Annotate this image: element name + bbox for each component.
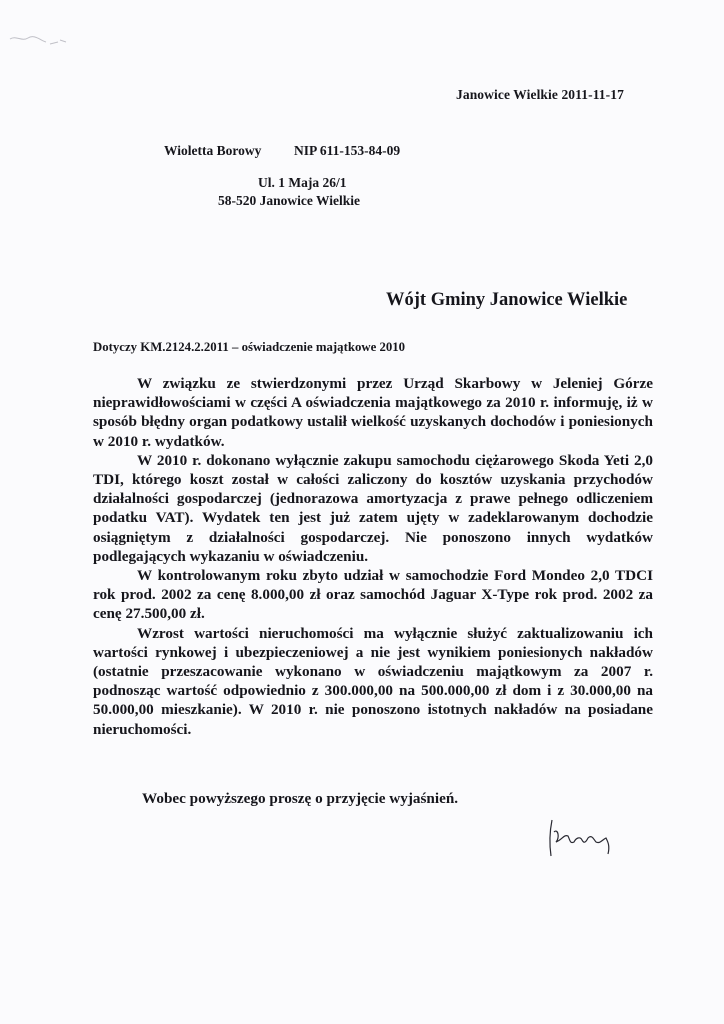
sender-nip: NIP 611-153-84-09 <box>294 143 401 158</box>
sender-street: Ul. 1 Maja 26/1 <box>258 175 347 190</box>
scan-smudge-mark <box>8 30 68 48</box>
closing-sentence: Wobec powyższego proszę o przyjęcie wyjaśnień. <box>142 790 459 807</box>
recipient-heading: Wójt Gminy Janowice Wielkie <box>386 290 628 310</box>
handwritten-signature <box>540 812 630 862</box>
body-paragraph: W 2010 r. dokonano wyłącznie zakupu samochodu ciężarowego Skoda Yeti 2,0 TDI, którego koszt został w całości zaliczony do kosztów uzyskania przychodów działalności gospodarczej (jednorazowa amortyzacja z prawe pełnego odliczeniem podatku VAT). Wydatek ten jest już zatem ujęty w zadeklarowanym dochodzie osiągniętym z działalności gospodarczej. Nie ponoszono innych wydatków podlegających wykazaniu w oświadczeniu. <box>93 451 653 565</box>
sender-name: Wioletta Borowy <box>164 143 262 158</box>
body-paragraph: W związku ze stwierdzonymi przez Urząd Skarbowy w Jeleniej Górze nieprawidłowościami w części A oświadczenia majątkowego za 2010 r. informuję, iż w sposób błędny organ podatkowy ustalił wielkość uzyskanych dochodów i poniesionych w 2010 r. wydatków. <box>93 375 653 450</box>
place-and-date: Janowice Wielkie 2011-11-17 <box>456 87 624 102</box>
subject-line: Dotyczy KM.2124.2.2011 – oświadczenie majątkowe 2010 <box>93 340 406 354</box>
body-paragraph: Wzrost wartości nieruchomości ma wyłącznie służyć zaktualizowaniu ich wartości rynkowej i ubezpieczeniowej a nie jest wynikiem poniesionych nakładów (ostatnie przeszacowanie wykonano w oświadczeniu majątkowym za 2007 r. podnosząc wartość odpowiednio z 300.000,00 na 500.000,00 zł dom i z 30.000,00 na 50.000,00 mieszkanie). W 2010 r. nie ponoszono istotnych nakładów na posiadane nieruchomości. <box>93 624 653 738</box>
body-paragraph: W kontrolowanym roku zbyto udział w samochodzie Ford Mondeo 2,0 TDCI rok prod. 2002 za cenę 8.000,00 zł oraz samochód Jaguar X-Type rok prod. 2002 za cenę 27.500,00 zł. <box>93 567 653 623</box>
sender-city: 58-520 Janowice Wielkie <box>218 193 360 208</box>
letter-body <box>93 374 653 739</box>
